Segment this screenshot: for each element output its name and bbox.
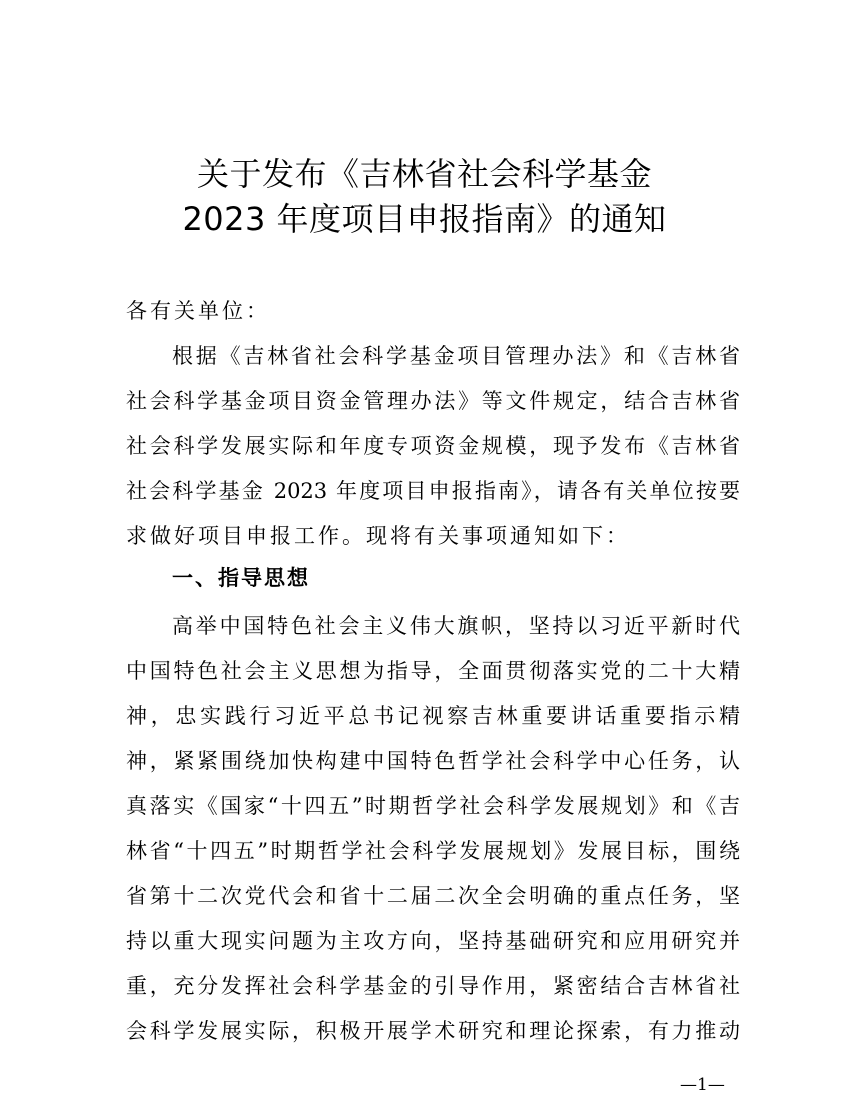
- paragraph-line: 持以重大现实问题为主攻方向，坚持基础研究和应用研究并: [126, 929, 740, 953]
- paragraph-line: 社会科学基金 2023 年度项目申报指南》，请各有关单位按要: [126, 479, 740, 503]
- paragraph-line: 真落实《国家“十四五”时期哲学社会科学发展规划》和《吉: [126, 794, 740, 818]
- paragraph-line: 社会科学基金项目资金管理办法》等文件规定，结合吉林省: [126, 389, 740, 413]
- paragraph-line: 省第十二次党代会和省十二届二次全会明确的重点任务，坚: [126, 884, 740, 908]
- paragraph-line: 求做好项目申报工作。现将有关事项通知如下：: [126, 524, 630, 548]
- salutation: 各有关单位：: [126, 299, 270, 323]
- paragraph-line: 重，充分发挥社会科学基金的引导作用，紧密结合吉林省社: [126, 974, 740, 998]
- document-title-line-1: 关于发布《吉林省社会科学基金: [196, 155, 652, 193]
- paragraph-line: 林省“十四五”时期哲学社会科学发展规划》发展目标，围绕: [126, 839, 740, 863]
- document-title-line-2: 2023 年度项目申报指南》的通知: [182, 200, 667, 238]
- paragraph-line: 根据《吉林省社会科学基金项目管理办法》和《吉林省: [172, 344, 740, 368]
- paragraph-line: 高举中国特色社会主义伟大旗帜，坚持以习近平新时代: [172, 614, 740, 638]
- page-number: —1—: [680, 1075, 725, 1095]
- paragraph-line: 社会科学发展实际和年度专项资金规模，现予发布《吉林省: [126, 434, 740, 458]
- paragraph-line: 神，紧紧围绕加快构建中国特色哲学社会科学中心任务，认: [126, 749, 740, 773]
- section-heading: 一、指导思想: [172, 566, 310, 590]
- paragraph-line: 中国特色社会主义思想为指导，全面贯彻落实党的二十大精: [126, 659, 740, 683]
- paragraph-line: 会科学发展实际，积极开展学术研究和理论探索，有力推动: [126, 1019, 740, 1043]
- paragraph-line: 神，忠实践行习近平总书记视察吉林重要讲话重要指示精: [126, 704, 740, 728]
